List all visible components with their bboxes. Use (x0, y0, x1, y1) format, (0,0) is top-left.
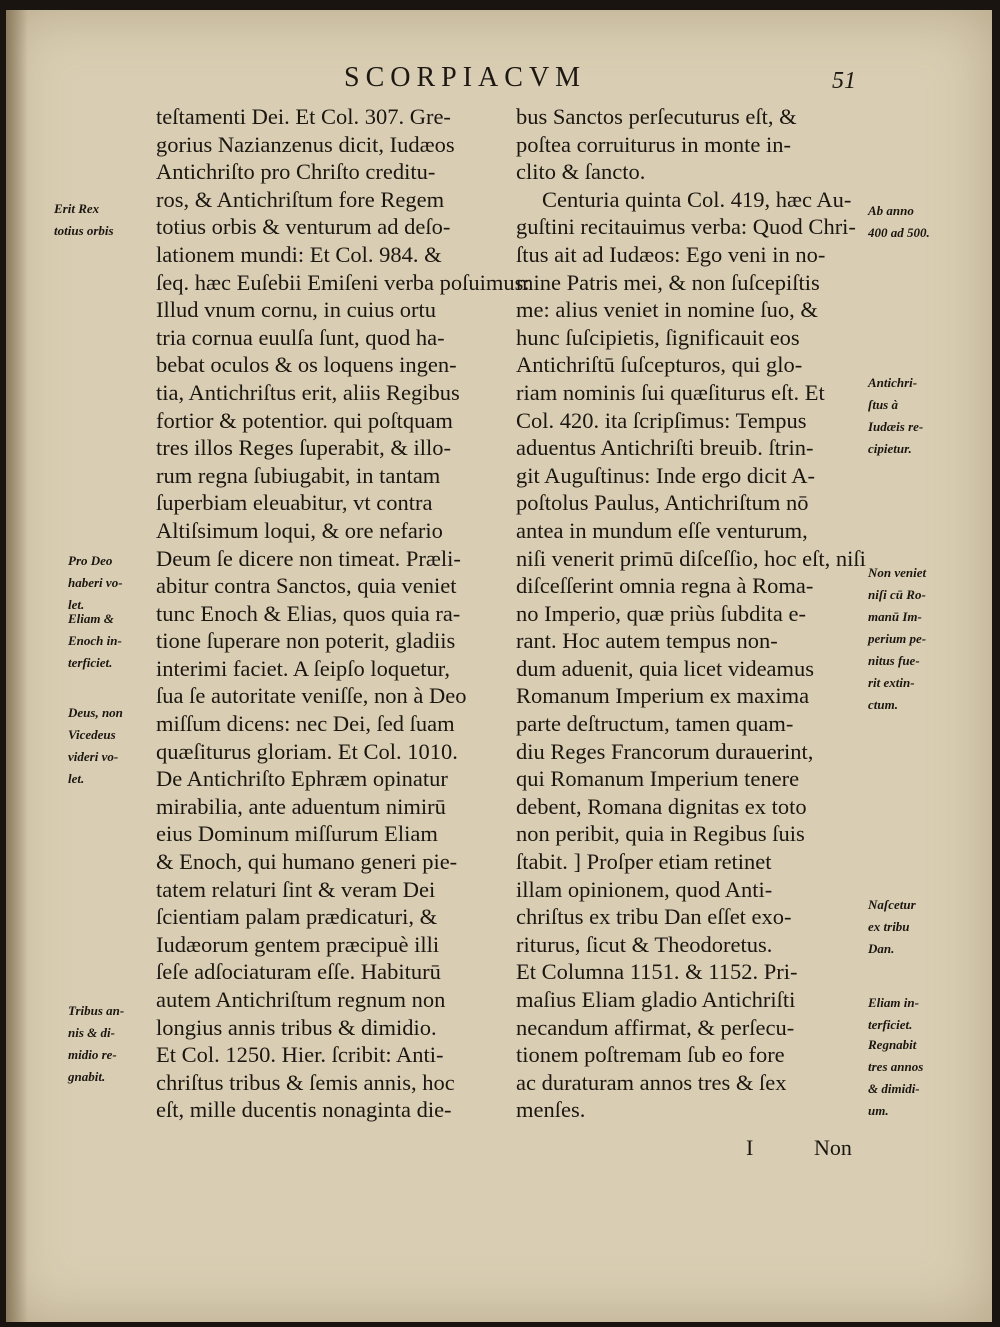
margin-note-line: Iudæis re- (868, 419, 924, 434)
margin-note-line: tres annos (868, 1059, 924, 1074)
text-line: ros, & Antichriſtum fore Regem (156, 186, 445, 212)
book-page (6, 10, 992, 1322)
text-line: no Imperio, quæ priùs ſubdita e- (516, 600, 806, 626)
text-line: Et Col. 1250. Hier. ſcribit: Anti- (156, 1042, 444, 1068)
text-line: ſtus ait ad Iudæos: Ego veni in no- (516, 241, 826, 267)
text-line: Col. 420. ita ſcripſimus: Tempus (516, 407, 807, 433)
text-line: tione ſuperare non poterit, gladiis (156, 628, 456, 654)
text-line: tionem poſtremam ſub eo fore (516, 1042, 785, 1068)
text-line: abitur contra Sanctos, quia veniet (156, 573, 457, 599)
text-line: bus Sanctos perſecuturus eſt, & (516, 104, 797, 129)
text-line: qui Romanum Imperium tenere (516, 766, 800, 792)
text-line: Iudæorum gentem præcipuè illi (156, 931, 440, 957)
margin-note-line: Regnabit (868, 1037, 917, 1052)
text-line: dum aduenit, quia licet videamus (516, 655, 815, 681)
text-line: & Enoch, qui humano generi pie- (156, 849, 458, 875)
catchword: Non (814, 1135, 852, 1160)
text-line: Et Columna 1151. & 1152. Pri- (516, 959, 798, 985)
margin-note-line: niſi cū Ro- (868, 587, 926, 602)
text-line: maſius Eliam gladio Antichriſti (516, 987, 796, 1012)
text-line: interimi faciet. A ſeipſo loquetur, (156, 655, 451, 681)
text-line: Deum ſe dicere non timeat. Præli- (156, 545, 461, 571)
text-line: Antichriſto pro Chriſto creditu- (156, 159, 436, 185)
text-line: mine Patris mei, & non ſuſcepiſtis (516, 269, 820, 295)
signature-mark: I (746, 1135, 754, 1160)
text-line: quæſiturus gloriam. Et Col. 1010. (156, 738, 458, 764)
text-line: Antichriſtū ſuſcepturos, qui glo- (516, 352, 803, 378)
text-line: riturus, ſicut & Theodoretus. (516, 931, 773, 957)
margin-note-line: Deus, non (68, 705, 123, 720)
text-line: Centuria quinta Col. 419, hæc Au- (542, 186, 852, 212)
text-line: tres illos Reges ſuperabit, & illo- (156, 435, 451, 461)
margin-note (868, 1034, 923, 1122)
margin-note-line: midio re- (68, 1047, 117, 1062)
margin-note (54, 198, 114, 242)
text-line: eſt, mille ducentis nonaginta die- (156, 1097, 452, 1123)
text-line: niſi venerit primū diſceſſio, hoc eſt, niſi (516, 545, 866, 571)
text-line: ſeſe adſociaturam eſſe. Habiturū (156, 959, 441, 985)
text-line: guſtini recitauimus verba: Quod Chri- (516, 214, 856, 240)
text-line: hunc ſuſcipietis, ſignificauit eos (516, 324, 800, 350)
margin-note-line: & dimidi- (868, 1081, 920, 1096)
text-line: miſſum dicens: nec Dei, ſed ſuam (156, 711, 455, 737)
text-line: lationem mundi: Et Col. 984. & (156, 241, 442, 267)
text-line: debent, Romana dignitas ex toto (516, 793, 807, 819)
text-line: non peribit, quia in Regibus ſuis (516, 821, 805, 847)
margin-note (868, 200, 930, 244)
margin-note-line: Pro Deo (68, 553, 113, 568)
text-line: rant. Hoc autem tempus non- (516, 628, 778, 654)
text-line: tia, Antichriſtus erit, aliis Regibus (156, 379, 460, 405)
text-line: parte deſtructum, tamen quam- (516, 711, 794, 737)
text-line: ſuperbiam eleuabitur, vt contra (156, 490, 433, 516)
text-line: Romanum Imperium ex maxima (516, 683, 810, 709)
left-text-column (156, 103, 530, 1124)
text-line: teſtamenti Dei. Et Col. 307. Gre- (156, 104, 451, 129)
margin-note-line: Vicedeus (68, 727, 116, 742)
text-line: ſua ſe autoritate veniſſe, non à Deo (156, 683, 467, 709)
text-line: illam opinionem, quod Anti- (516, 876, 773, 902)
margin-note-line: Antichri- (868, 375, 918, 390)
margin-note (68, 702, 123, 790)
text-line: git Auguſtinus: Inde ergo dicit A- (516, 462, 815, 488)
page-number: 51 (832, 68, 856, 94)
margin-note (68, 550, 123, 616)
text-line: me: alius veniet in nomine ſuo, & (516, 297, 818, 323)
text-line: aduentus Antichriſti breuib. ſtrin- (516, 435, 814, 461)
margin-note-line: terficiet. (68, 655, 113, 670)
margin-note-line: terficiet. (868, 1017, 913, 1032)
text-line: longius annis tribus & dimidio. (156, 1014, 437, 1040)
text-line: Illud vnum cornu, in cuius ortu (156, 297, 436, 323)
text-line: antea in mundum eſſe venturum, (516, 517, 808, 543)
text-line: ſeq. hæc Euſebii Emiſeni verba poſuimus: (156, 269, 530, 295)
text-line: mirabilia, ante aduentum nimirū (156, 793, 446, 819)
margin-note (868, 992, 919, 1036)
text-line: tria cornua euulſa ſunt, quod ha- (156, 324, 445, 350)
text-line: clito & ſancto. (516, 159, 646, 185)
margin-note-line: Eliam & (68, 611, 114, 626)
text-line: menſes. (516, 1097, 586, 1123)
text-line: poſtea corruiturus in monte in- (516, 131, 791, 157)
text-line: totius orbis & venturum ad deſo- (156, 214, 451, 240)
margin-note-line: Non veniet (868, 565, 927, 580)
margin-note-line: ctum. (868, 697, 898, 712)
margin-note-line: Naſcetur (868, 897, 916, 912)
margin-note-line: gnabit. (68, 1069, 106, 1084)
margin-note-line: Erit Rex (54, 201, 100, 216)
text-line: fortior & potentior. qui poſtquam (156, 407, 453, 433)
margin-note-line: rit extin- (868, 675, 915, 690)
margin-note-line: haberi vo- (68, 575, 123, 590)
text-line: Altiſsimum loqui, & ore nefario (156, 517, 443, 543)
margin-note-line: ſtus à (868, 397, 898, 412)
margin-note-line: nitus fue- (868, 653, 920, 668)
text-line: chriſtus tribus & ſemis annis, hoc (156, 1069, 455, 1095)
margin-note-line: Ab anno (868, 203, 914, 218)
text-line: chriſtus ex tribu Dan eſſet exo- (516, 904, 792, 930)
text-line: eius Dominum miſſurum Eliam (156, 821, 438, 847)
right-text-column (516, 103, 866, 1124)
margin-note (68, 1000, 124, 1088)
text-line: autem Antichriſtum regnum non (156, 987, 446, 1012)
text-line: gorius Nazianzenus dicit, Iudæos (156, 131, 455, 157)
text-line: De Antichriſto Ephræm opinatur (156, 766, 448, 792)
text-line: rum regna ſubiugabit, in tantam (156, 462, 441, 488)
margin-note-line: totius orbis (54, 223, 114, 238)
margin-note-line: perium pe- (868, 631, 927, 646)
text-line: poſtolus Paulus, Antichriſtum nō (516, 490, 809, 516)
text-line: ac duraturam annos tres & ſex (516, 1069, 787, 1095)
margin-note (868, 562, 926, 716)
margin-note-line: um. (868, 1103, 889, 1118)
margin-note-line: manū Im- (868, 609, 922, 624)
margin-note (868, 894, 916, 960)
text-line: tatem relaturi ſint & veram Dei (156, 876, 436, 902)
margin-note-line: Eliam in- (868, 995, 919, 1010)
margin-note-line: cipietur. (868, 441, 912, 456)
margin-note-line: let. (68, 771, 85, 786)
text-line: bebat oculos & os loquens ingen- (156, 352, 457, 378)
text-line: tunc Enoch & Elias, quos quia ra- (156, 600, 461, 626)
text-line: necandum affirmat, & perſecu- (516, 1014, 795, 1040)
margin-note-line: nis & di- (68, 1025, 115, 1040)
text-line: ſtabit. ] Proſper etiam retinet (516, 849, 772, 875)
margin-note-line: Tribus an- (68, 1003, 125, 1018)
margin-note-line: Enoch in- (68, 633, 122, 648)
margin-note (868, 372, 923, 460)
margin-note-line: let. (68, 597, 85, 612)
margin-note (68, 608, 122, 674)
margin-note-line: Dan. (868, 941, 895, 956)
margin-note-line: 400 ad 500. (868, 225, 930, 240)
margin-note-line: ex tribu (868, 919, 910, 934)
text-line: ſcientiam palam prædicaturi, & (156, 904, 438, 930)
text-line: diſceſſerint omnia regna à Roma- (516, 573, 814, 599)
running-title: SCORPIACVM (344, 62, 587, 93)
text-line: riam nominis ſui quæſiturus eſt. Et (516, 379, 825, 405)
text-line: diu Reges Francorum durauerint, (516, 738, 814, 764)
margin-note-line: videri vo- (68, 749, 119, 764)
